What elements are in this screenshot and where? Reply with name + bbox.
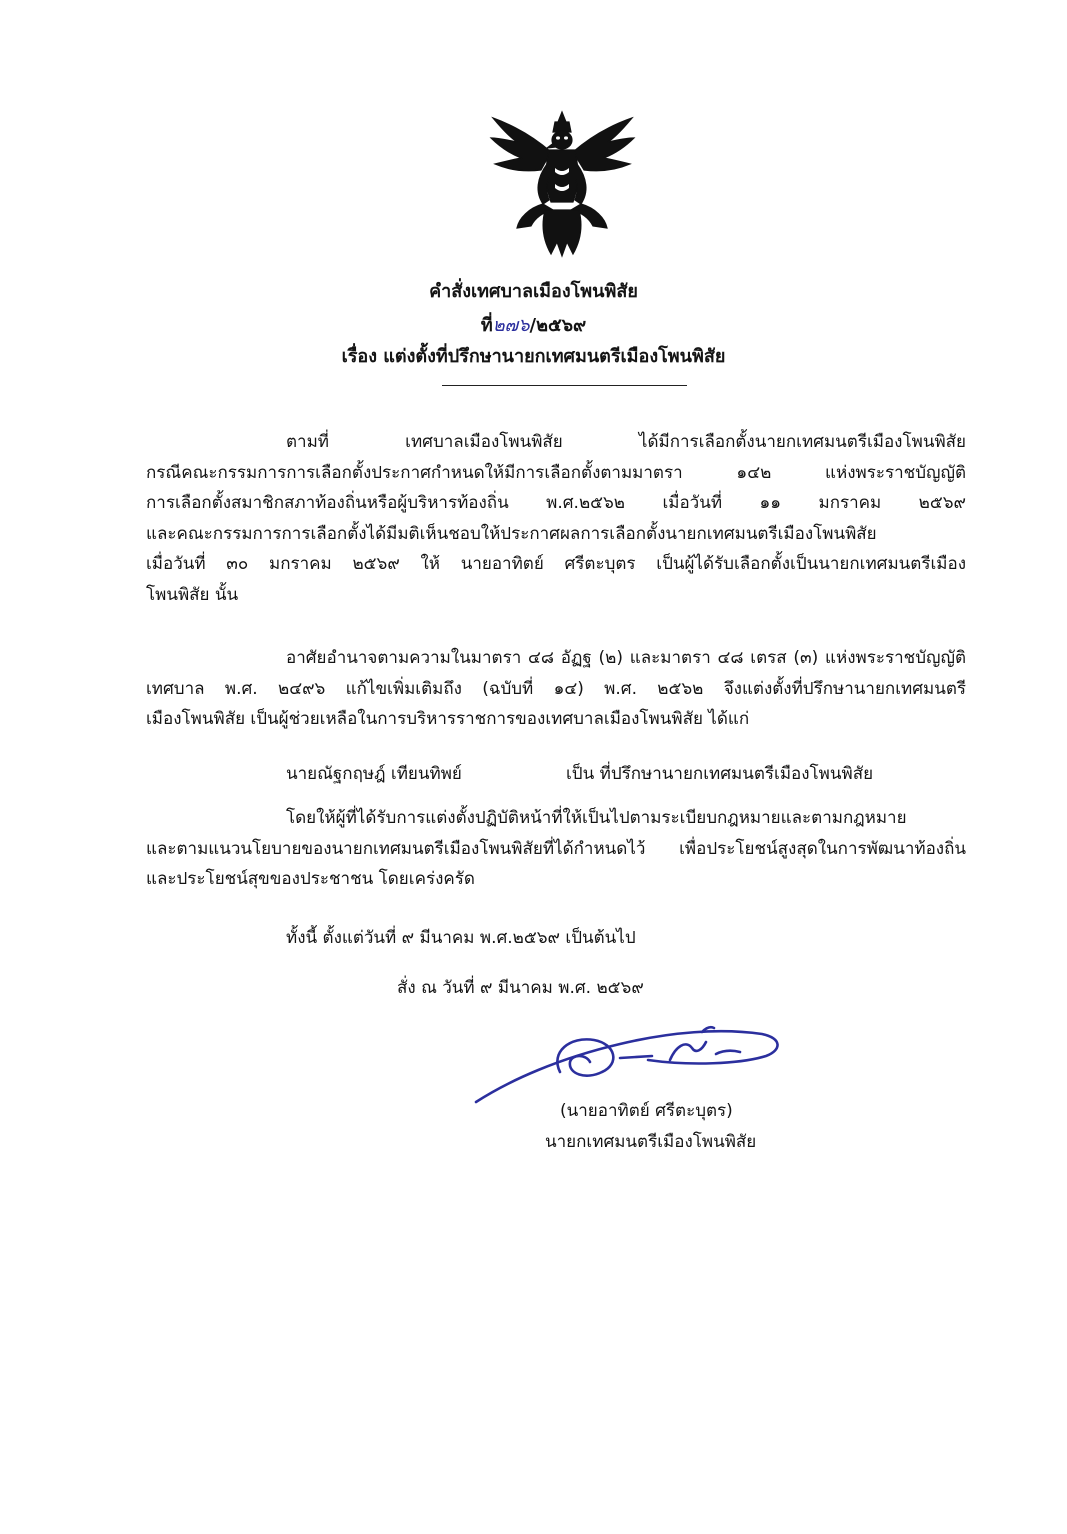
garuda-emblem-icon [485,108,640,258]
paragraph-background [146,427,966,610]
paragraph-line: กรณีคณะกรรมการการเลือกตั้งประกาศกำหนดให้มีการเลือกตั้งตามมาตรา ๑๔๒ แห่งพระราชบัญญัติ [146,462,966,483]
order-number-handwritten: ๒๗๖ [492,315,530,336]
order-number [0,310,1067,339]
paragraph-duties [146,803,966,895]
paragraph-line: โดยให้ผู้ที่ได้รับการแต่งตั้งปฏิบัติหน้าที่ให้เป็นไปตามระเบียบกฎหมายและตามกฎหมาย [286,808,907,828]
signature-icon [470,1010,790,1110]
paragraph-authority [146,643,966,735]
paragraph-line: และคณะกรรมการการเลือกตั้งได้มีมติเห็นชอบให้ประกาศผลการเลือกตั้งนายกเทศมนตรีเมืองโพนพิสัย [146,523,877,544]
order-subject: เรื่อง แต่งตั้งที่ปรึกษานายกเทศมนตรีเมืองโพนพิสัย [341,346,726,367]
order-number-year: /๒๕๖๙ [529,315,587,336]
order-date: สั่ง ณ วันที่ ๙ มีนาคม พ.ศ. ๒๕๖๙ [397,978,644,998]
signatory-title: นายกเทศมนตรีเมืองโพนพิสัย [545,1132,757,1152]
paragraph-line: อาศัยอำนาจตามความในมาตรา ๔๘ อัฏฐ (๒) และมาตรา ๔๘ เตรส (๓) แห่งพระราชบัญญัติ [286,648,966,668]
paragraph-line: ตามที่ เทศบาลเมืองโพนพิสัย ได้มีการเลือกตั้งนายกเทศมนตรีเมืองโพนพิสัย [286,432,966,452]
appointee-name: นายณัฐกฤษฎ์ เทียนทิพย์ [286,764,462,784]
signatory-name: (นายอาทิตย์ ศรีตะบุตร) [560,1101,733,1121]
paragraph-line: และตามแนวนโยบายของนายกเทศมนตรีเมืองโพนพิสัยที่ได้กำหนดไว้ เพื่อประโยชน์สูงสุดในการพัฒนาท้องถิ่น [146,838,966,859]
paragraph-line: โพนพิสัย นั้น [146,584,239,605]
paragraph-line: และประโยชน์สุขของประชาชน โดยเคร่งครัด [146,869,475,889]
paragraph-line: การเลือกตั้งสมาชิกสภาท้องถิ่นหรือผู้บริหารท้องถิ่น พ.ศ.๒๕๖๒ เมื่อวันที่ ๑๑ มกราคม ๒๕๖๙ [146,493,966,513]
effective-date: ทั้งนี้ ตั้งแต่วันที่ ๙ มีนาคม พ.ศ.๒๕๖๙ เป็นต้นไป [286,928,636,948]
header-divider [442,385,687,386]
order-title: คำสั่งเทศบาลเมืองโพนพิสัย [429,281,638,302]
paragraph-line: เมืองโพนพิสัย เป็นผู้ช่วยเหลือในการบริหารราชการของเทศบาลเมืองโพนพิสัย ได้แก่ [146,709,750,729]
order-number-prefix: ที่ [480,315,493,336]
paragraph-line: เทศบาล พ.ศ. ๒๔๙๖ แก้ไขเพิ่มเติมถึง (ฉบับที่ ๑๔) พ.ศ. ๒๕๖๒ จึงแต่งตั้งที่ปรึกษานายกเทศมนตรี [146,678,966,699]
paragraph-line: เมื่อวันที่ ๓๐ มกราคม ๒๕๖๙ ให้ นายอาทิตย์ ศรีตะบุตร เป็นผู้ได้รับเลือกตั้งเป็นนายกเทศมนตรีเมือง [146,554,966,574]
appointee-role: เป็น ที่ปรึกษานายกเทศมนตรีเมืองโพนพิสัย [566,764,874,784]
